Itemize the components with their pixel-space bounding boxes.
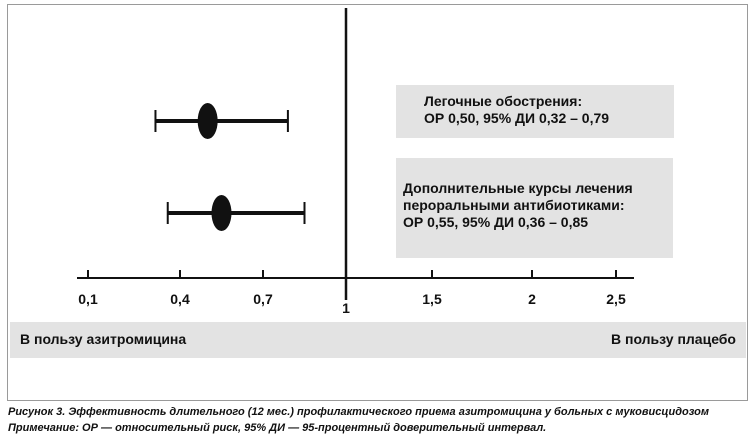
annotation-2-line-2: пероральными антибиотиками: — [403, 197, 625, 213]
x-axis-tick-label: 0,4 — [170, 291, 190, 307]
annotation-2-line-3: ОР 0,55, 95% ДИ 0,36 – 0,85 — [403, 214, 589, 230]
annotation-1-line-1: Легочные обострения: — [424, 93, 583, 109]
x-axis-tick-label: 2 — [528, 291, 536, 307]
x-axis-tick-label: 2,5 — [606, 291, 626, 307]
annotation-pulmonary-exacerbations — [396, 85, 674, 138]
figure-caption — [8, 404, 709, 436]
point-estimate — [198, 103, 218, 139]
favor-bar — [10, 322, 746, 358]
favor-placebo-label: В пользу плацебо — [611, 331, 736, 347]
annotation-1-line-2: ОР 0,50, 95% ДИ 0,32 – 0,79 — [424, 110, 610, 126]
caption-note: Примечание: ОР — относительный риск, 95% ДИ — 95-процентный доверительный интервал. — [8, 422, 547, 434]
annotation-2-line-1: Дополнительные курсы лечения — [403, 180, 633, 196]
annotation-oral-antibiotics — [396, 158, 673, 258]
point-estimate — [212, 195, 232, 231]
x-axis-tick-label: 0,7 — [253, 291, 273, 307]
caption-title: Рисунок 3. Эффективность длительного (12 мес.) профилактического приема азитромицина у больных с муковисцидозом — [8, 406, 710, 418]
favor-azithromycin-label: В пользу азитромицина — [20, 331, 187, 347]
x-axis-tick-label: 0,1 — [78, 291, 98, 307]
x-axis-tick-label: 1,5 — [422, 291, 442, 307]
x-axis-tick-label: 1 — [342, 300, 350, 316]
